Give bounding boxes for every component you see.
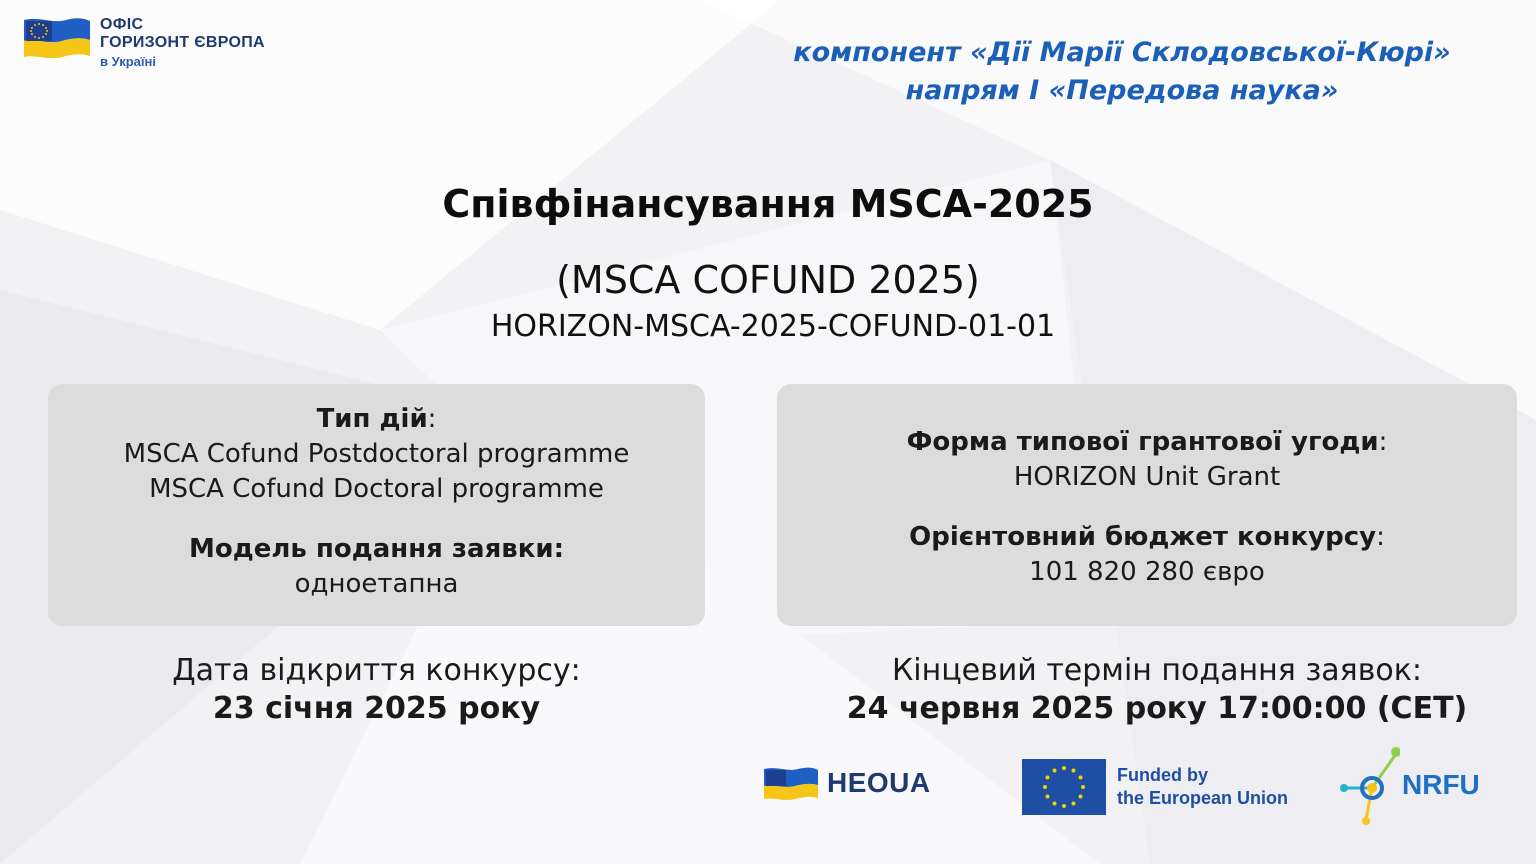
action-type-value-1: MSCA Cofund Postdoctoral programme bbox=[123, 439, 630, 469]
eu-funded-line2: the European Union bbox=[1117, 788, 1288, 808]
nrfu-molecule-icon bbox=[1338, 744, 1400, 826]
budget-row: Орієнтовний бюджет конкурсу: bbox=[909, 522, 1385, 552]
deadline-block bbox=[777, 652, 1536, 728]
call-details-right-panel bbox=[777, 384, 1517, 626]
nrfu-logo bbox=[1338, 744, 1480, 826]
action-type-value-2: MSCA Cofund Doctoral programme bbox=[149, 474, 604, 504]
component-line1: компонент «Дії Марії Склодовської-Кюрі» bbox=[793, 37, 1451, 68]
action-type-label: Тип дій bbox=[316, 404, 428, 434]
office-logo-line2: ГОРИЗОНТ ЄВРОПА bbox=[100, 34, 265, 52]
grant-form-label: Форма типової грантової угоди bbox=[906, 427, 1379, 457]
office-logo-line1: ОФІС bbox=[100, 16, 144, 33]
budget-value: 101 820 280 євро bbox=[1029, 557, 1265, 587]
eu-ukraine-flag-icon bbox=[763, 766, 819, 800]
deadline-value: 24 червня 2025 року 17:00:00 (CET) bbox=[846, 691, 1468, 726]
funded-by-eu-logo bbox=[1022, 759, 1288, 815]
grant-form-row: Форма типової грантової угоди: bbox=[906, 427, 1388, 457]
opening-date-label: Дата відкриття конкурсу: bbox=[172, 653, 581, 688]
heo-ua-text: HEOUA bbox=[827, 767, 931, 798]
office-horizon-europe-logo bbox=[22, 16, 265, 70]
page-subtitle: (MSCA COFUND 2025) bbox=[556, 258, 980, 302]
opening-date-block bbox=[48, 652, 705, 728]
eu-funded-line1: Funded by bbox=[1117, 765, 1208, 785]
eu-ukraine-flag-icon bbox=[22, 16, 92, 58]
eu-flag-icon bbox=[1022, 759, 1106, 815]
budget-label: Орієнтовний бюджет конкурсу bbox=[909, 522, 1377, 552]
opening-date-value: 23 січня 2025 року bbox=[212, 691, 541, 726]
call-details-left-panel bbox=[48, 384, 705, 626]
page-title: Співфінансування MSCA-2025 bbox=[442, 182, 1094, 226]
office-logo-line3: в Україні bbox=[100, 53, 156, 69]
call-identifier: HORIZON-MSCA-2025-COFUND-01-01 bbox=[490, 309, 1056, 344]
heo-ua-logo bbox=[763, 766, 931, 800]
submission-model-value: одноетапна bbox=[294, 569, 459, 599]
component-heading bbox=[762, 34, 1482, 110]
nrfu-text: NRFU bbox=[1402, 769, 1480, 800]
deadline-label: Кінцевий термін подання заявок: bbox=[892, 653, 1422, 688]
submission-model-label: Модель подання заявки: bbox=[188, 534, 564, 564]
grant-form-value: HORIZON Unit Grant bbox=[1013, 462, 1281, 492]
component-line2: напрям І «Передова наука» bbox=[905, 75, 1339, 106]
action-type-row: Тип дій: bbox=[316, 404, 437, 434]
